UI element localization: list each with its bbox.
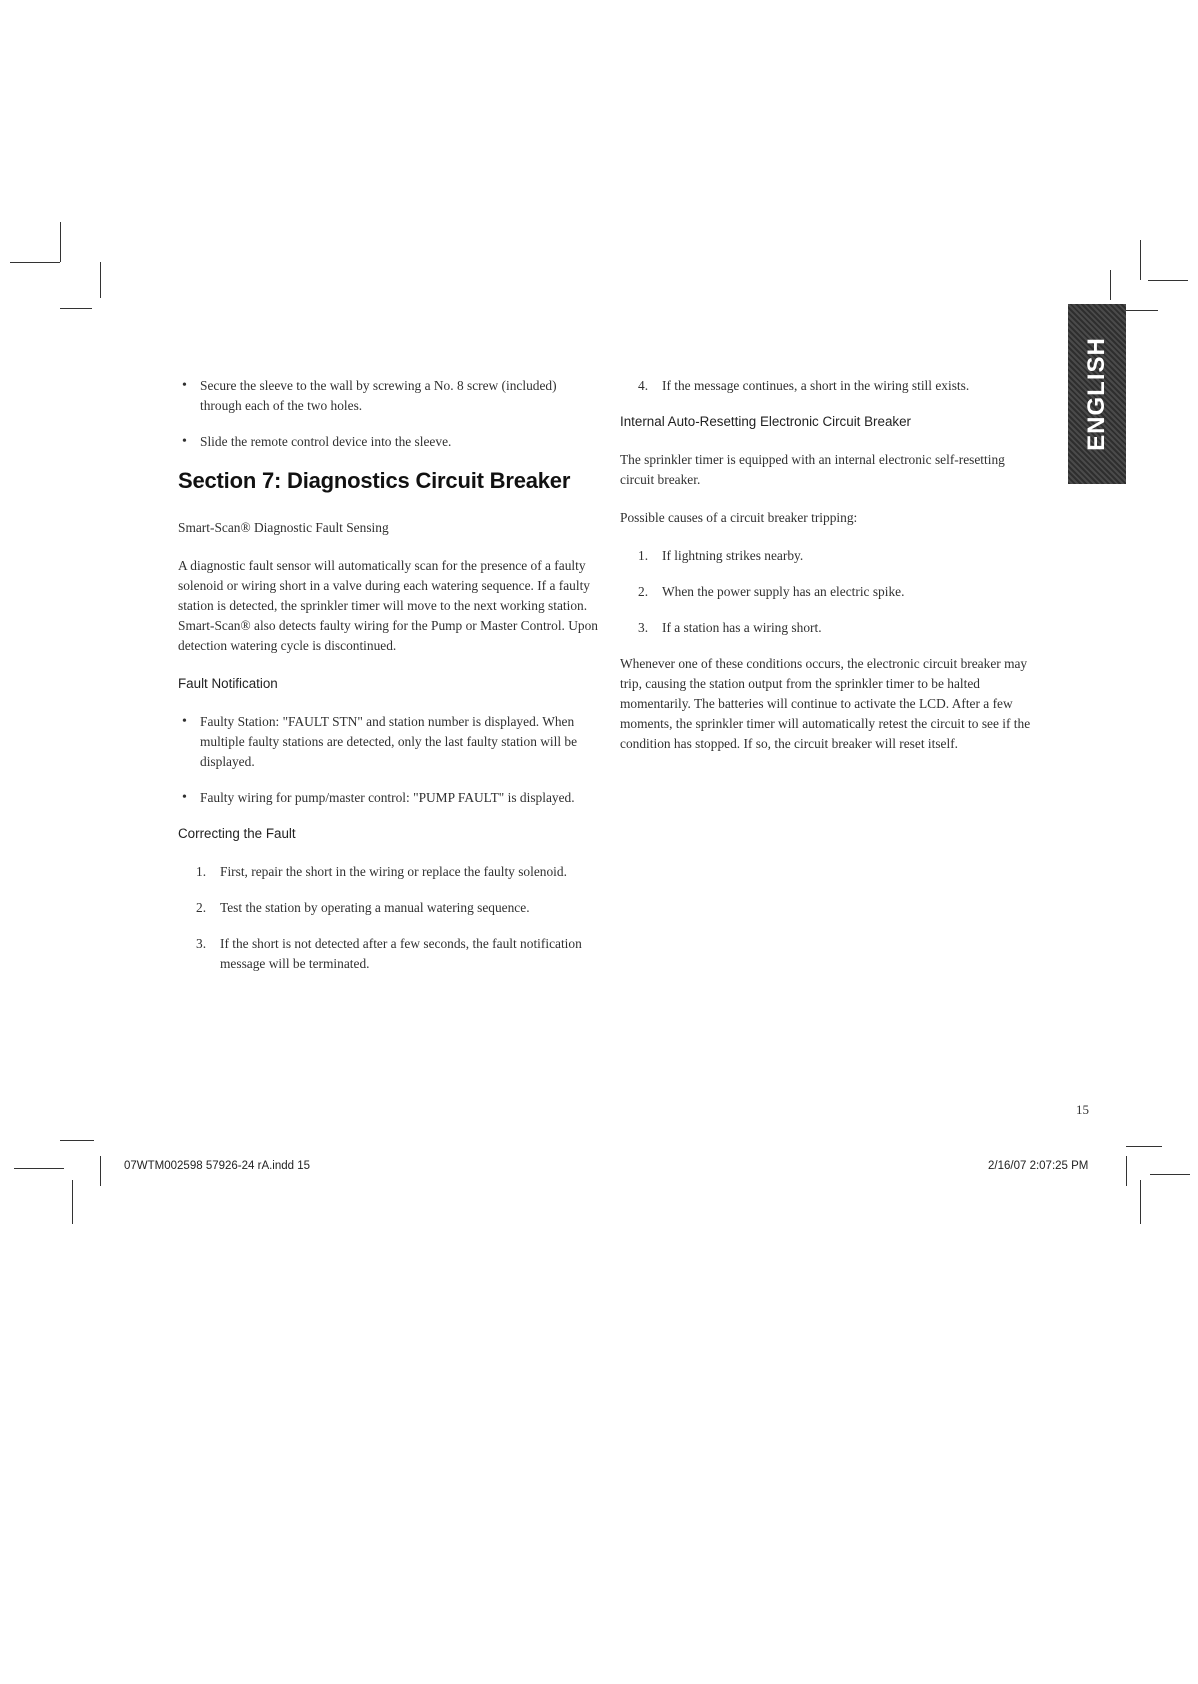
list-item <box>196 934 598 974</box>
step-number: 2. <box>638 584 649 599</box>
step-number: 3. <box>638 620 649 635</box>
page-number: 15 <box>1076 1102 1089 1117</box>
step-number: 1. <box>196 864 207 879</box>
crop-mark <box>1126 1146 1162 1147</box>
smart-scan-body: A diagnostic fault sensor will automatically scan for the presence of a faulty solenoid or wiring short in a valve during each watering sequence. If a faulty station is detected, the sprinkler timer will move to the next working station. Smart-Scan® also detects faulty wiring for the Pump or Master Control. Upon detection watering cycle is discontinued. <box>178 558 599 653</box>
section-title: Section 7: Diagnostics Circuit Breaker <box>178 468 571 493</box>
breaker-intro: The sprinkler timer is equipped with an internal electronic self-resetting circuit breaker. <box>620 452 1005 487</box>
crop-mark <box>100 1156 101 1186</box>
correcting-heading: Correcting the Fault <box>178 826 296 841</box>
crop-mark <box>100 262 101 298</box>
step-text: When the power supply has an electric spike. <box>662 584 905 599</box>
crop-mark <box>60 308 92 309</box>
step-text: If lightning strikes nearby. <box>662 548 804 563</box>
closing-paragraph: Whenever one of these conditions occurs, the electronic circuit breaker may trip, causing the station output from the sprinkler timer to be halted momentarily. The batteries will continue to activate the LCD. After a few moments, the sprinkler timer will automatically retest the circuit to see if the condition has stopped. If so, the circuit breaker will reset itself. <box>620 656 1031 751</box>
breaker-heading: Internal Auto-Resetting Electronic Circuit Breaker <box>620 414 912 429</box>
step-number: 4. <box>638 378 649 393</box>
crop-mark <box>1140 1180 1141 1224</box>
list-item: • Slide the remote control device into the sleeve. <box>178 432 598 452</box>
fault-bullets <box>178 712 598 808</box>
step-number: 3. <box>196 936 207 951</box>
language-tab <box>1068 304 1126 484</box>
causes-list <box>620 546 1040 638</box>
step-number: 1. <box>638 548 649 563</box>
crop-mark <box>1110 270 1111 300</box>
list-item <box>638 376 1040 396</box>
crop-mark <box>1148 280 1188 281</box>
language-tab-label: ENGLISH <box>1083 337 1110 451</box>
list-item <box>196 862 598 882</box>
left-column <box>178 376 598 990</box>
step-text: If the message continues, a short in the wiring still exists. <box>662 378 970 393</box>
crop-mark <box>1140 240 1141 280</box>
crop-mark <box>1124 310 1158 311</box>
mounting-bullets <box>178 376 598 452</box>
crop-mark <box>10 262 60 263</box>
list-item: • Secure the sleeve to the wall by screwing a No. 8 screw (included) through each of the two holes. <box>178 376 598 416</box>
step-number: 2. <box>196 900 207 915</box>
fault-notification-heading: Fault Notification <box>178 676 278 691</box>
list-item <box>196 898 598 918</box>
file-slug: 07WTM002598 57926-24 rA.indd 15 <box>124 1160 311 1172</box>
list-item <box>638 546 1040 566</box>
causes-intro: Possible causes of a circuit breaker tripping: <box>620 510 858 525</box>
right-column <box>620 376 1040 772</box>
list-item <box>638 618 1040 638</box>
crop-mark <box>60 1140 94 1141</box>
correcting-steps <box>178 862 598 974</box>
correcting-steps-continued <box>620 376 1040 396</box>
crop-mark <box>14 1168 64 1169</box>
crop-mark <box>60 222 61 262</box>
step-text: If the short is not detected after a few seconds, the fault notification message will be terminated. <box>220 936 582 971</box>
list-item: • Faulty wiring for pump/master control: "PUMP FAULT" is displayed. <box>178 788 598 808</box>
list-item: • Faulty Station: "FAULT STN" and station number is displayed. When multiple faulty stations are detected, only the last faulty station will be displayed. <box>178 712 598 772</box>
step-text: Test the station by operating a manual watering sequence. <box>220 900 530 915</box>
list-item <box>638 582 1040 602</box>
crop-mark <box>1126 1156 1127 1186</box>
smart-scan-heading: Smart-Scan® Diagnostic Fault Sensing <box>178 520 389 535</box>
step-text: First, repair the short in the wiring or replace the faulty solenoid. <box>220 864 567 879</box>
crop-mark <box>72 1180 73 1224</box>
step-text: If a station has a wiring short. <box>662 620 822 635</box>
crop-mark <box>1150 1174 1190 1175</box>
date-slug: 2/16/07 2:07:25 PM <box>988 1160 1089 1172</box>
